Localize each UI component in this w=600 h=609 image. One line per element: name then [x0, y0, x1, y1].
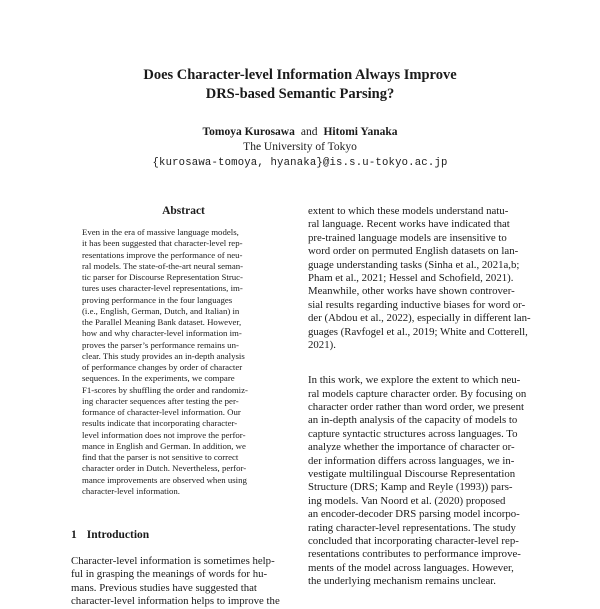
author-conjunction: and [300, 126, 318, 138]
intro-line: ful in grasping the meanings of words for hu- [71, 568, 268, 581]
abstract-line: mance in English and German. In addition, we [82, 440, 246, 451]
abstract-line: ing character sequences after testing the per- [82, 395, 239, 406]
abstract-line: character order in Dutch. Nevertheless, perfor- [82, 463, 247, 474]
affiliation: The University of Tokyo [243, 141, 357, 153]
body-line: word order on permuted English datasets on lan- [308, 245, 519, 258]
abstract-line: the Parallel Meaning Bank dataset. However, [82, 317, 242, 327]
abstract-line: it has been suggested that character-level rep- [82, 238, 243, 249]
author-email: {kurosawa-tomoya, hyanaka}@is.s.u-tokyo.ac.jp [152, 157, 448, 169]
body-line: In this work, we explore the extent to which neu- [308, 374, 521, 387]
right-column [308, 205, 533, 589]
body-line: character order rather than word order, we present [308, 401, 524, 414]
abstract-line: ral models. The state-of-the-art neural seman- [82, 260, 244, 271]
body-line: vestigate multilingual Discourse Representation [308, 468, 516, 481]
body-line: rating character-level representations. The study [308, 521, 516, 534]
body-line: 2021). [308, 338, 336, 351]
body-line: concluded that incorporating character-level rep- [308, 534, 519, 547]
abstract-line: mance improvements are observed when using [82, 474, 247, 485]
author-2: Hitomi Yanaka [323, 126, 398, 138]
abstract-line: F1-scores by shuffling the order and randomiz- [82, 384, 248, 395]
introduction-section [71, 528, 295, 609]
body-line: der (Abdou et al., 2022), especially in different lan- [308, 312, 531, 325]
body-line: an encoder-decoder DRS parsing model incorpo- [308, 508, 520, 521]
body-line: ral models capture character order. By focusing on [308, 387, 527, 400]
body-line: Pham et al., 2021; Hessel and Schofield, 2021). [308, 271, 514, 284]
abstract-line: sequences. In the experiments, we compare [82, 373, 235, 384]
intro-line: mans. Previous studies have suggested that [71, 581, 257, 594]
abstract-line: (i.e., English, German, Dutch, and Italian) in [82, 305, 240, 316]
abstract-line: character-level information. [82, 485, 181, 496]
body-line: sial results regarding inductive biases for word or- [308, 298, 526, 311]
title-line-1: Does Character-level Information Always Improve [143, 67, 457, 83]
body-line: guage understanding tasks (Sinha et al., 2021a,b; [308, 258, 520, 271]
abstract-line: tic parser for Discourse Representation Struc- [82, 272, 243, 282]
body-line: guages (Ravfogel et al., 2019; White and Cotterell, [308, 325, 528, 338]
abstract-line: formance of character-level information. Our [82, 407, 241, 417]
body-line: extent to which these models understand natu- [308, 205, 509, 217]
body-line: der information differs across languages, we in- [308, 454, 515, 467]
abstract-line: how and why character-level information im- [82, 328, 242, 339]
body-line: ments of the model across languages. However, [308, 561, 514, 574]
abstract-line: level information does not improve the perfor- [82, 429, 246, 440]
abstract-line: proves the parser’s performance remains un- [82, 339, 239, 350]
introduction-body [71, 555, 295, 609]
body-line: resentations contributes to performance improve- [308, 548, 521, 561]
body-line: ing models. Van Noord et al. (2020) proposed [308, 494, 506, 507]
paper-title [0, 66, 600, 104]
body-line: capture syntactic structures across languages. To [308, 427, 518, 440]
intro-line: Character-level information is sometimes help- [71, 555, 275, 567]
abstract-line: of performance changes by order of character [82, 362, 243, 372]
right-paragraph-2 [308, 374, 533, 588]
abstract-line: proving performance in the four languages [82, 294, 233, 305]
abstract-heading: Abstract [162, 205, 205, 217]
abstract-line: find that the parser is not sensitive to correct [82, 452, 239, 462]
body-line: the underlying mechanism remains unclear. [308, 575, 496, 588]
abstract-line: results indicate that incorporating character- [82, 418, 238, 429]
body-line: pre-trained language models are insensitive to [308, 231, 507, 244]
introduction-heading [71, 528, 295, 542]
section-title: Introduction [86, 529, 150, 541]
intro-line: character-level information helps to improve the [71, 595, 280, 608]
right-paragraph-1 [308, 205, 533, 352]
body-line: analyze whether the importance of character or- [308, 441, 515, 454]
section-number: 1 [71, 529, 77, 541]
abstract-section [82, 204, 285, 497]
abstract-line: resentations improve the performance of neu- [82, 249, 243, 260]
body-line: Meanwhile, other works have shown controver- [308, 285, 515, 298]
abstract-line: tures uses character-level representations, im- [82, 283, 243, 294]
abstract-body [82, 227, 285, 497]
abstract-line: clear. This study provides an in-depth analysis [82, 350, 245, 361]
author-names [0, 125, 600, 140]
body-line: an in-depth analysis of the capacity of models to [308, 414, 518, 427]
author-block [0, 125, 600, 171]
author-1: Tomoya Kurosawa [202, 126, 295, 138]
body-line: Structure (DRS; Kamp and Reyle (1993)) pars- [308, 481, 513, 494]
title-line-2: DRS-based Semantic Parsing? [205, 86, 395, 102]
abstract-line: Even in the era of massive language models, [82, 227, 239, 237]
body-line: ral language. Recent works have indicated that [308, 218, 510, 231]
